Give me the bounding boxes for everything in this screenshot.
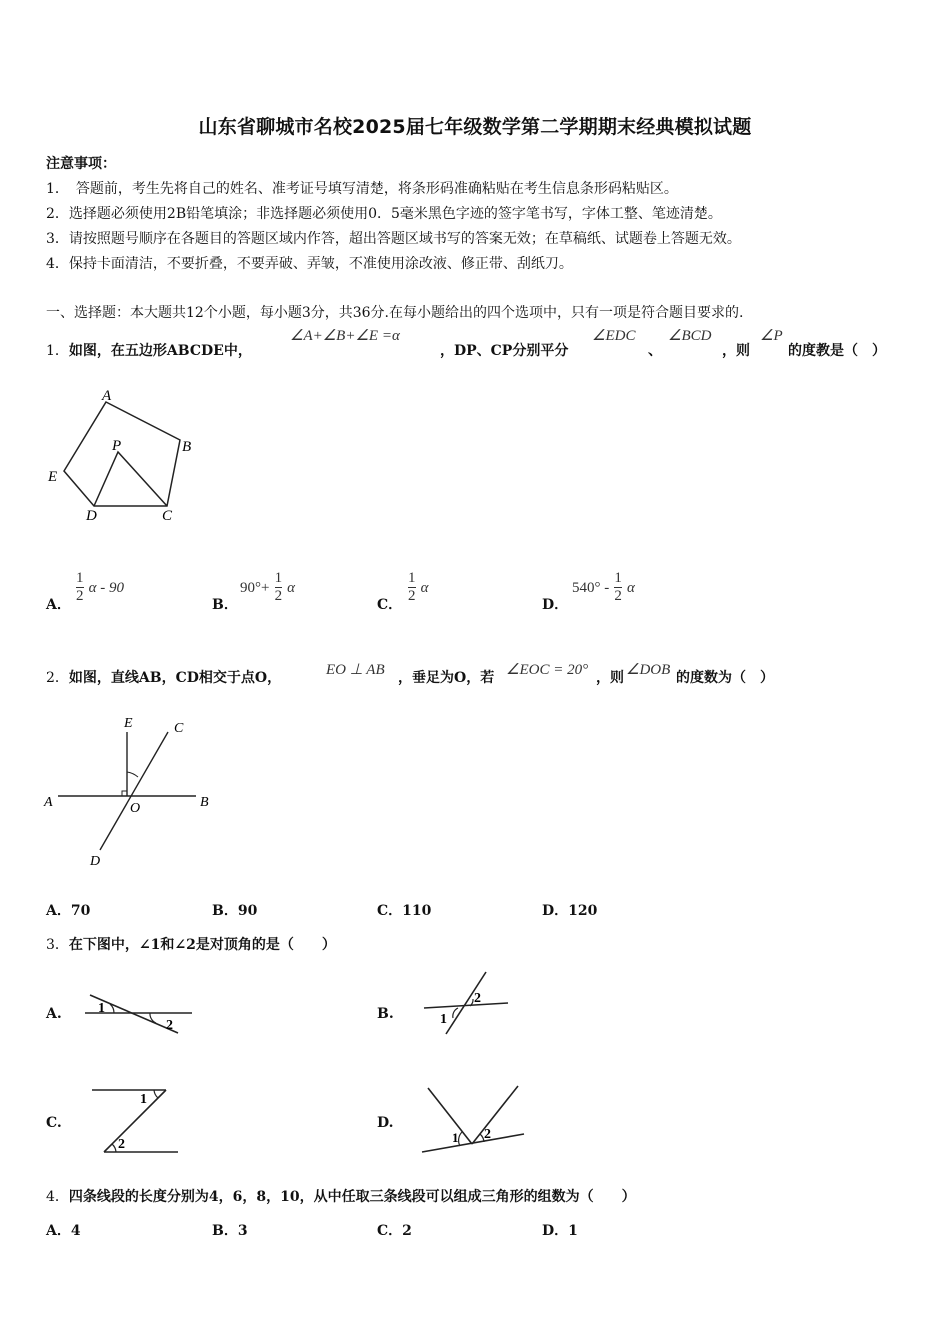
denominator: 2 — [614, 588, 622, 604]
question-3 — [46, 934, 336, 954]
denominator: 2 — [408, 588, 416, 604]
figure-label: E — [124, 716, 133, 731]
math-expression: EO ⊥ AB — [326, 662, 385, 678]
figure-label: O — [130, 801, 141, 816]
option-a-math — [76, 570, 124, 605]
numerator: 1 — [614, 570, 622, 586]
figure-label: D — [86, 508, 97, 524]
option-a: A．70 — [46, 903, 91, 919]
math-expression: ∠DOB — [626, 662, 671, 678]
question-text: ，垂足为O，若 — [398, 670, 495, 686]
angle-label: 1 — [140, 1092, 147, 1107]
figure-label: P — [112, 438, 122, 454]
question-text: 的度数为（ ） — [676, 670, 774, 686]
notice-heading: 注意事项： — [46, 156, 116, 172]
option-d-label: D． — [542, 597, 569, 613]
question-text: 、 — [648, 343, 662, 359]
math-expression: ∠EOC = 20° — [506, 662, 589, 678]
numerator: 1 — [76, 570, 84, 586]
question-2 — [46, 667, 281, 687]
angle-label: 1 — [452, 1130, 459, 1145]
figure-label: A — [102, 388, 112, 404]
section-heading: 一、选择题：本大题共12个小题，每小题3分，共36分.在每小题给出的四个选项中，只有一项是符合题目要求的. — [46, 305, 744, 321]
angle-label: 2 — [474, 991, 481, 1006]
question-number: 4． — [46, 1189, 69, 1205]
question-text: ，则 — [722, 343, 750, 359]
fraction — [408, 570, 416, 605]
notice-item: 3．请按照题号顺序在各题目的答题区域内作答，超出答题区域书写的答案无效；在草稿纸、试题卷上答题无效。 — [46, 231, 741, 247]
math-expression: α — [420, 580, 429, 596]
figure-label: D — [90, 854, 101, 869]
fraction — [614, 570, 622, 605]
option-b: B．90 — [212, 903, 258, 919]
option-c-label: C． — [377, 597, 403, 613]
denominator: 2 — [274, 588, 283, 604]
question-text: 如图，在五边形ABCDE中， — [68, 343, 252, 359]
math-expression: α — [626, 580, 635, 596]
figure-label: A — [44, 795, 53, 810]
figure-a — [80, 985, 200, 1040]
option-d-label: D. — [377, 1115, 394, 1131]
notice-item: 2．选择题必须使用2B铅笔填涂；非选择题必须使用0．5毫米黑色字迹的签字笔书写，字体工整、笔迹清楚。 — [46, 206, 722, 222]
option-a: A．4 — [46, 1223, 81, 1239]
option-b: B．3 — [212, 1223, 248, 1239]
angle-label: 1 — [440, 1012, 447, 1027]
notice-item: 4．保持卡面清洁，不要折叠，不要弄破、弄皱，不准使用涂改液、修正带、刮纸刀。 — [46, 256, 573, 272]
option-b-math — [240, 570, 295, 605]
math-expression: ∠A+∠B+∠E =α — [290, 328, 400, 344]
option-c: C．110 — [377, 903, 432, 919]
question-number: 2． — [46, 670, 69, 686]
question-text: 在下图中，∠1和∠2是对顶角的是（ ） — [68, 937, 336, 953]
option-a-label: A． — [46, 597, 71, 613]
math-expression: α — [287, 580, 296, 596]
question-text: 如图，直线AB，CD相交于点O， — [68, 670, 282, 686]
question-1 — [46, 340, 252, 360]
pentagon-figure — [40, 380, 220, 530]
option-d-math — [572, 570, 635, 605]
numerator: 1 — [274, 570, 283, 586]
option-b-label: B. — [377, 1006, 394, 1022]
math-expression: α - 90 — [88, 580, 124, 596]
option-c-math — [408, 570, 428, 605]
denominator: 2 — [76, 588, 84, 604]
option-d: D．120 — [542, 903, 598, 919]
question-text: ，DP、CP分别平分 — [440, 343, 569, 359]
figure-label: B — [182, 439, 192, 455]
figure-label: B — [200, 795, 209, 810]
option-d: D．1 — [542, 1223, 578, 1239]
angle-label: 2 — [484, 1127, 491, 1142]
question-number: 1． — [46, 343, 69, 359]
angle-label: 1 — [98, 1001, 105, 1016]
figure-label: E — [48, 469, 58, 485]
figure-b — [420, 968, 520, 1038]
question-text: ，则 — [596, 670, 624, 686]
notice-item: 1． 答题前，考生先将自己的姓名、准考证号填写清楚，将条形码准确粘贴在考生信息条形码粘贴区。 — [46, 181, 678, 197]
numerator: 1 — [408, 570, 416, 586]
question-text: 的度教是（ ） — [788, 343, 886, 359]
option-b-label: B． — [212, 597, 238, 613]
math-expression: 90°+ — [240, 580, 270, 596]
question-number: 3． — [46, 937, 69, 953]
option-a-label: A. — [46, 1006, 62, 1022]
math-expression: ∠BCD — [668, 328, 712, 344]
math-expression: ∠P — [760, 328, 783, 344]
figure-label: C — [174, 721, 184, 736]
question-4 — [46, 1186, 636, 1206]
figure-c — [88, 1082, 188, 1162]
fraction — [76, 570, 84, 605]
fraction — [275, 570, 283, 605]
figure-label: C — [162, 508, 173, 524]
option-c-label: C. — [46, 1115, 62, 1131]
angle-label: 2 — [166, 1018, 173, 1033]
intersecting-lines-figure — [40, 710, 230, 875]
page-title: 山东省聊城市名校2025届七年级数学第二学期期末经典模拟试题 — [198, 116, 752, 138]
math-expression: ∠EDC — [592, 328, 636, 344]
math-expression: 540° - — [572, 580, 610, 596]
question-text: 四条线段的长度分别为4，6，8，10，从中任取三条线段可以组成三角形的组数为（ ） — [68, 1189, 636, 1205]
option-c: C．2 — [377, 1223, 412, 1239]
figure-d — [420, 1080, 530, 1160]
angle-label: 2 — [118, 1137, 125, 1152]
